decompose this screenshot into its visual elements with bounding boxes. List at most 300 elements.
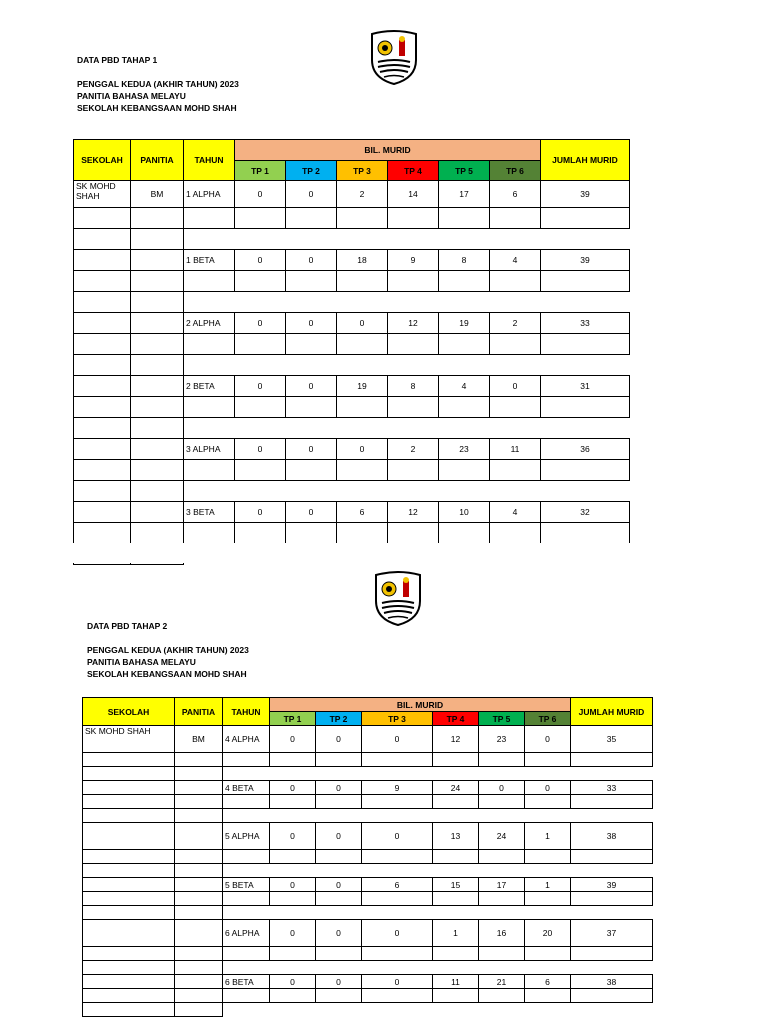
tp-value-cell: 19 <box>439 313 490 334</box>
panitia-cell <box>175 878 223 892</box>
tp-value-cell: 2 <box>388 439 439 460</box>
blank-cell <box>286 523 337 544</box>
tp-value-cell: 2 <box>337 181 388 208</box>
blank-cell <box>525 753 571 767</box>
tahun-cell: 4 ALPHA <box>223 726 270 753</box>
tp-value-cell: 0 <box>316 726 362 753</box>
tp-header: TP 4 <box>433 712 479 726</box>
sekolah-cell <box>74 313 131 334</box>
blank-cell <box>541 208 630 229</box>
blank-cell <box>184 355 630 376</box>
tahun-cell: 1 BETA <box>184 250 235 271</box>
blank-cell <box>175 753 223 767</box>
page2-panel: PANITIA BAHASA MELAYU <box>87 657 196 667</box>
blank-cell <box>175 906 223 920</box>
blank-cell <box>316 795 362 809</box>
panitia-cell <box>175 920 223 947</box>
col-jumlah-header: JUMLAH MURID <box>571 698 653 726</box>
sekolah-cell <box>83 975 175 989</box>
tp-value-cell: 14 <box>388 181 439 208</box>
blank-cell <box>388 334 439 355</box>
blank-cell <box>175 989 223 1003</box>
tahun-cell: 4 BETA <box>223 781 270 795</box>
tp-header: TP 3 <box>362 712 433 726</box>
tp-value-cell: 13 <box>433 823 479 850</box>
blank-cell <box>223 864 653 878</box>
tp-value-cell: 11 <box>433 975 479 989</box>
blank-cell <box>388 397 439 418</box>
tp-value-cell: 0 <box>316 823 362 850</box>
panitia-cell <box>131 313 184 334</box>
blank-cell <box>235 523 286 544</box>
blank-cell <box>131 208 184 229</box>
page2-school: SEKOLAH KEBANGSAAN MOHD SHAH <box>87 669 247 679</box>
blank-cell <box>316 753 362 767</box>
blank-cell <box>439 397 490 418</box>
panitia-cell <box>131 376 184 397</box>
page2-title: DATA PBD TAHAP 2 <box>87 621 168 631</box>
blank-cell <box>490 460 541 481</box>
tp-value-cell: 24 <box>479 823 525 850</box>
sekolah-cell <box>83 781 175 795</box>
blank-cell <box>490 334 541 355</box>
tp-value-cell: 0 <box>362 726 433 753</box>
tp-value-cell: 0 <box>270 975 316 989</box>
page2-term: PENGGAL KEDUA (AKHIR TAHUN) 2023 <box>87 645 249 655</box>
blank-cell <box>184 523 235 544</box>
sekolah-cell <box>83 823 175 850</box>
blank-cell <box>270 850 316 864</box>
blank-cell <box>131 355 184 376</box>
blank-cell <box>479 753 525 767</box>
tp-value-cell: 0 <box>235 313 286 334</box>
blank-cell <box>270 795 316 809</box>
tp-value-cell: 4 <box>490 250 541 271</box>
table-row <box>83 920 653 947</box>
blank-cell <box>223 795 270 809</box>
sekolah-cell <box>83 920 175 947</box>
blank-cell <box>223 1003 653 1017</box>
blank-cell <box>286 271 337 292</box>
blank-cell <box>83 961 175 975</box>
blank-cell <box>571 850 653 864</box>
blank-cell <box>235 271 286 292</box>
sekolah-cell <box>74 376 131 397</box>
sekolah-cell <box>74 502 131 523</box>
tp-value-cell: 0 <box>337 439 388 460</box>
panitia-cell <box>175 823 223 850</box>
panitia-cell <box>131 439 184 460</box>
tp-value-cell: 19 <box>337 376 388 397</box>
blank-cell <box>131 271 184 292</box>
tp-value-cell: 17 <box>479 878 525 892</box>
panitia-cell <box>175 975 223 989</box>
tp-value-cell: 0 <box>479 781 525 795</box>
tp-value-cell: 0 <box>316 920 362 947</box>
jumlah-cell: 35 <box>571 726 653 753</box>
tp-value-cell: 8 <box>388 376 439 397</box>
blank-cell <box>175 864 223 878</box>
blank-cell <box>316 892 362 906</box>
blank-cell <box>223 989 270 1003</box>
tp-value-cell: 0 <box>316 878 362 892</box>
blank-cell <box>337 334 388 355</box>
blank-cell <box>131 397 184 418</box>
blank-cell <box>175 961 223 975</box>
blank-cell <box>74 271 131 292</box>
jumlah-cell: 39 <box>571 878 653 892</box>
sekolah-cell <box>74 250 131 271</box>
tp-value-cell: 0 <box>316 975 362 989</box>
tp-value-cell: 0 <box>286 181 337 208</box>
blank-cell <box>131 229 184 250</box>
tahun-cell: 6 ALPHA <box>223 920 270 947</box>
tp-value-cell: 0 <box>286 250 337 271</box>
tahun-cell: 3 ALPHA <box>184 439 235 460</box>
tp-value-cell: 6 <box>525 975 571 989</box>
blank-cell <box>184 271 235 292</box>
blank-cell <box>74 418 131 439</box>
blank-cell <box>490 397 541 418</box>
blank-cell <box>83 795 175 809</box>
table-row <box>74 439 630 460</box>
blank-cell <box>83 809 175 823</box>
blank-cell <box>184 481 630 502</box>
table-row <box>83 726 653 753</box>
blank-cell <box>270 753 316 767</box>
tp-header: TP 4 <box>388 161 439 181</box>
tp-value-cell: 6 <box>490 181 541 208</box>
blank-cell <box>525 795 571 809</box>
page1-term: PENGGAL KEDUA (AKHIR TAHUN) 2023 <box>77 79 239 89</box>
page1-pbd-table <box>73 139 630 565</box>
tp-value-cell: 24 <box>433 781 479 795</box>
blank-cell <box>541 334 630 355</box>
blank-cell <box>83 864 175 878</box>
blank-cell <box>131 481 184 502</box>
blank-cell <box>223 892 270 906</box>
blank-cell <box>316 850 362 864</box>
tp-value-cell: 0 <box>362 920 433 947</box>
blank-cell <box>74 460 131 481</box>
page2-pbd-table <box>82 697 653 1017</box>
panitia-cell <box>131 502 184 523</box>
tp-value-cell: 17 <box>439 181 490 208</box>
tp-value-cell: 6 <box>362 878 433 892</box>
tahun-cell: 2 BETA <box>184 376 235 397</box>
blank-cell <box>74 397 131 418</box>
tp-value-cell: 6 <box>337 502 388 523</box>
blank-cell <box>479 989 525 1003</box>
tp-value-cell: 12 <box>433 726 479 753</box>
blank-cell <box>337 523 388 544</box>
page1-panel: PANITIA BAHASA MELAYU <box>77 91 186 101</box>
col-tahun-header: TAHUN <box>223 698 270 726</box>
tp-value-cell: 0 <box>235 439 286 460</box>
blank-cell <box>490 523 541 544</box>
tp-header: TP 2 <box>286 161 337 181</box>
jumlah-cell: 37 <box>571 920 653 947</box>
blank-cell <box>362 753 433 767</box>
jumlah-cell: 32 <box>541 502 630 523</box>
tp-value-cell: 12 <box>388 502 439 523</box>
tp-value-cell: 21 <box>479 975 525 989</box>
table-row <box>83 878 653 892</box>
tp-value-cell: 1 <box>525 878 571 892</box>
tp-value-cell: 0 <box>235 502 286 523</box>
blank-cell <box>479 795 525 809</box>
blank-cell <box>571 989 653 1003</box>
page1-title: DATA PBD TAHAP 1 <box>77 55 158 65</box>
blank-cell <box>74 334 131 355</box>
blank-cell <box>479 947 525 961</box>
tp-value-cell: 23 <box>479 726 525 753</box>
blank-cell <box>316 989 362 1003</box>
tahun-cell: 6 BETA <box>223 975 270 989</box>
blank-cell <box>439 334 490 355</box>
blank-cell <box>223 906 653 920</box>
blank-cell <box>175 795 223 809</box>
blank-cell <box>83 753 175 767</box>
blank-cell <box>479 892 525 906</box>
tp-header: TP 5 <box>439 161 490 181</box>
tp-header: TP 2 <box>316 712 362 726</box>
blank-cell <box>131 418 184 439</box>
col-tahun-header: TAHUN <box>184 140 235 181</box>
tp-value-cell: 0 <box>337 313 388 334</box>
blank-cell <box>184 397 235 418</box>
blank-cell <box>131 334 184 355</box>
blank-cell <box>388 271 439 292</box>
panitia-cell: BM <box>131 181 184 208</box>
blank-cell <box>286 397 337 418</box>
blank-cell <box>223 753 270 767</box>
blank-cell <box>223 767 653 781</box>
blank-cell <box>83 947 175 961</box>
panitia-cell <box>175 781 223 795</box>
blank-cell <box>74 481 131 502</box>
blank-cell <box>433 947 479 961</box>
page1-school: SEKOLAH KEBANGSAAN MOHD SHAH <box>77 103 237 113</box>
sekolah-cell: SK MOHD SHAH <box>74 181 131 208</box>
tp-value-cell: 16 <box>479 920 525 947</box>
tp-value-cell: 0 <box>286 439 337 460</box>
tp-value-cell: 0 <box>270 781 316 795</box>
tp-value-cell: 0 <box>235 250 286 271</box>
tp-value-cell: 15 <box>433 878 479 892</box>
tp-value-cell: 8 <box>439 250 490 271</box>
blank-cell <box>525 989 571 1003</box>
blank-cell <box>175 767 223 781</box>
tp-value-cell: 11 <box>490 439 541 460</box>
blank-cell <box>184 292 630 313</box>
blank-cell <box>175 1003 223 1017</box>
blank-cell <box>270 947 316 961</box>
col-panitia-header: PANITIA <box>131 140 184 181</box>
blank-cell <box>184 460 235 481</box>
jumlah-cell: 33 <box>541 313 630 334</box>
tp-value-cell: 9 <box>362 781 433 795</box>
blank-cell <box>388 460 439 481</box>
blank-cell <box>184 334 235 355</box>
panitia-cell: BM <box>175 726 223 753</box>
col-sekolah-header: SEKOLAH <box>83 698 175 726</box>
blank-cell <box>74 292 131 313</box>
tp-header: TP 6 <box>490 161 541 181</box>
tp-value-cell: 1 <box>525 823 571 850</box>
tahun-cell: 1 ALPHA <box>184 181 235 208</box>
table-row <box>83 781 653 795</box>
blank-cell <box>184 229 630 250</box>
table-row <box>83 975 653 989</box>
blank-cell <box>439 271 490 292</box>
blank-cell <box>490 271 541 292</box>
blank-cell <box>83 850 175 864</box>
tp-value-cell: 4 <box>439 376 490 397</box>
blank-cell <box>433 989 479 1003</box>
tp-value-cell: 23 <box>439 439 490 460</box>
tahun-cell: 2 ALPHA <box>184 313 235 334</box>
tp-header: TP 5 <box>479 712 525 726</box>
tp-value-cell: 0 <box>362 975 433 989</box>
jumlah-cell: 38 <box>571 823 653 850</box>
blank-cell <box>571 892 653 906</box>
table-row <box>74 313 630 334</box>
blank-cell <box>362 850 433 864</box>
jumlah-cell: 36 <box>541 439 630 460</box>
school-crest-icon <box>372 571 424 632</box>
sekolah-cell <box>74 439 131 460</box>
blank-cell <box>83 906 175 920</box>
blank-cell <box>175 892 223 906</box>
blank-cell <box>433 795 479 809</box>
blank-cell <box>235 208 286 229</box>
tp-value-cell: 0 <box>286 376 337 397</box>
tp-header: TP 6 <box>525 712 571 726</box>
blank-cell <box>175 850 223 864</box>
col-panitia-header: PANITIA <box>175 698 223 726</box>
blank-cell <box>541 271 630 292</box>
tp-header: TP 3 <box>337 161 388 181</box>
jumlah-cell: 31 <box>541 376 630 397</box>
page2-header <box>87 620 249 680</box>
table-row <box>74 502 630 523</box>
blank-cell <box>388 523 439 544</box>
school-crest-icon <box>368 30 420 91</box>
blank-cell <box>184 418 630 439</box>
sekolah-cell <box>83 878 175 892</box>
blank-cell <box>131 292 184 313</box>
blank-cell <box>223 961 653 975</box>
blank-cell <box>439 208 490 229</box>
tp-value-cell: 0 <box>316 781 362 795</box>
blank-cell <box>286 208 337 229</box>
blank-cell <box>541 460 630 481</box>
tp-value-cell: 1 <box>433 920 479 947</box>
tp-value-cell: 0 <box>362 823 433 850</box>
blank-cell <box>337 271 388 292</box>
blank-cell <box>235 334 286 355</box>
blank-cell <box>235 460 286 481</box>
blank-cell <box>223 947 270 961</box>
blank-cell <box>223 809 653 823</box>
blank-cell <box>74 355 131 376</box>
tp-value-cell: 0 <box>286 502 337 523</box>
tp-value-cell: 0 <box>270 726 316 753</box>
blank-cell <box>525 947 571 961</box>
blank-cell <box>571 947 653 961</box>
tp-value-cell: 0 <box>525 781 571 795</box>
blank-cell <box>83 767 175 781</box>
tp-header: TP 1 <box>270 712 316 726</box>
tp-value-cell: 4 <box>490 502 541 523</box>
tp-value-cell: 0 <box>270 823 316 850</box>
tp-value-cell: 0 <box>270 920 316 947</box>
table-row <box>83 823 653 850</box>
blank-cell <box>525 892 571 906</box>
bil-murid-header: BIL. MURID <box>235 140 541 161</box>
tp-value-cell: 18 <box>337 250 388 271</box>
blank-cell <box>433 892 479 906</box>
tahun-cell: 5 BETA <box>223 878 270 892</box>
blank-cell <box>83 892 175 906</box>
blank-cell <box>337 208 388 229</box>
blank-cell <box>131 460 184 481</box>
blank-cell <box>131 523 184 544</box>
blank-cell <box>571 795 653 809</box>
jumlah-cell: 39 <box>541 181 630 208</box>
blank-cell <box>74 229 131 250</box>
tp-value-cell: 0 <box>525 726 571 753</box>
table-row <box>74 376 630 397</box>
sekolah-cell: SK MOHD SHAH <box>83 726 175 753</box>
blank-cell <box>541 397 630 418</box>
tp-value-cell: 10 <box>439 502 490 523</box>
blank-cell <box>388 208 439 229</box>
tp-value-cell: 0 <box>235 181 286 208</box>
col-jumlah-header: JUMLAH MURID <box>541 140 630 181</box>
blank-cell <box>362 989 433 1003</box>
blank-cell <box>270 892 316 906</box>
blank-cell <box>83 1003 175 1017</box>
blank-cell <box>83 989 175 1003</box>
blank-cell <box>541 523 630 544</box>
blank-cell <box>235 397 286 418</box>
blank-cell <box>433 753 479 767</box>
tp-value-cell: 12 <box>388 313 439 334</box>
tp-header: TP 1 <box>235 161 286 181</box>
page1-header <box>77 54 239 114</box>
blank-cell <box>337 460 388 481</box>
blank-cell <box>316 947 362 961</box>
table-row <box>74 181 630 208</box>
blank-cell <box>286 334 337 355</box>
tahun-cell: 3 BETA <box>184 502 235 523</box>
bil-murid-header: BIL. MURID <box>270 698 571 712</box>
blank-cell <box>362 892 433 906</box>
blank-cell <box>270 989 316 1003</box>
blank-cell <box>490 208 541 229</box>
tahun-cell: 5 ALPHA <box>223 823 270 850</box>
tp-value-cell: 0 <box>235 376 286 397</box>
blank-cell <box>74 208 131 229</box>
blank-cell <box>439 460 490 481</box>
blank-cell <box>439 523 490 544</box>
blank-cell <box>175 947 223 961</box>
tp-value-cell: 0 <box>490 376 541 397</box>
blank-cell <box>362 947 433 961</box>
blank-cell <box>286 460 337 481</box>
